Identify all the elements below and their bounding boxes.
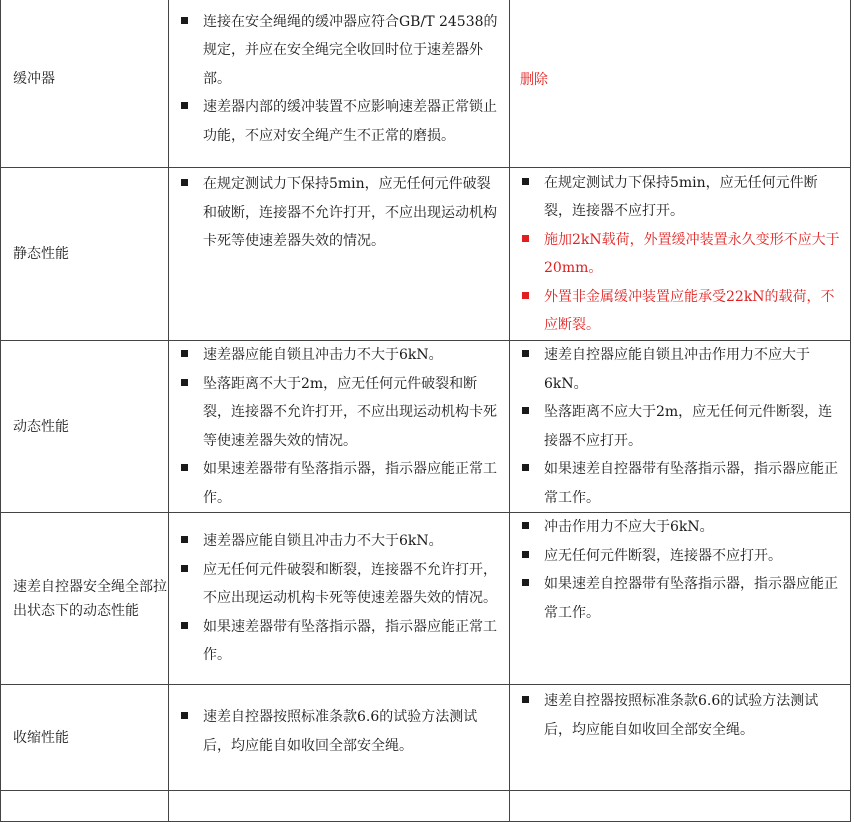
- list-item: 速差器应能自锁且冲击力不大于6kN。: [179, 527, 503, 556]
- list-item-added: 施加2kN载荷，外置缓冲装置永久变形不应大于20mm。: [520, 226, 842, 283]
- requirement-list: [520, 687, 842, 744]
- empty-cell: [510, 791, 851, 822]
- requirement-list: [179, 8, 503, 151]
- table-row: [1, 168, 851, 341]
- row-category-label: 静态性能: [13, 246, 69, 262]
- list-item: 如果速差器带有坠落指示器，指示器应能正常工作。: [179, 455, 503, 512]
- row-category-cell: [1, 168, 169, 341]
- list-item: 在规定测试力下保持5min，应无任何元件断裂，连接器不应打开。: [520, 169, 842, 226]
- original-requirement-cell: [169, 0, 510, 168]
- requirement-list: [179, 703, 503, 760]
- list-item: 速差自控器按照标准条款6.6的试验方法测试后，均应能自如收回全部安全绳。: [179, 703, 503, 760]
- list-item: 坠落距离不应大于2m，应无任何元件断裂，连接器不应打开。: [520, 398, 842, 455]
- list-item: 应无任何元件破裂和断裂，连接器不允许打开，不应出现运动机构卡死等使速差器失效的情况。: [179, 556, 503, 613]
- table-row: [1, 341, 851, 513]
- table-row: [1, 685, 851, 791]
- row-category-label: 缓冲器: [13, 71, 55, 87]
- list-item: 速差器内部的缓冲装置不应影响速差器正常锁止功能，不应对安全绳产生不正常的磨损。: [179, 93, 503, 150]
- list-item-added: 外置非金属缓冲装置应能承受22kN的载荷，不应断裂。: [520, 283, 842, 340]
- empty-cell: [169, 791, 510, 822]
- row-category-cell: [1, 341, 169, 513]
- list-item: 连接在安全绳绳的缓冲器应符合GB/T 24538的规定，并应在安全绳完全收回时位于速差器外部。: [179, 8, 503, 94]
- revised-requirement-cell: [510, 513, 851, 685]
- empty-cell: [1, 791, 169, 822]
- list-item: 如果速差自控器带有坠落指示器，指示器应能正常工作。: [520, 570, 842, 627]
- revised-requirement-cell: [510, 685, 851, 791]
- revised-requirement-cell: [510, 168, 851, 341]
- row-category-cell: [1, 685, 169, 791]
- list-item: 如果速差器带有坠落指示器，指示器应能正常工作。: [179, 613, 503, 670]
- revised-requirement-cell: [510, 341, 851, 513]
- table-row: [1, 791, 851, 822]
- requirement-list: [179, 527, 503, 670]
- revised-requirement-cell: [510, 0, 851, 168]
- row-category-label: 速差自控器安全绳全部拉出状态下的动态性能: [13, 578, 167, 619]
- requirement-list: [520, 341, 842, 512]
- row-category-cell: [1, 0, 169, 168]
- requirement-list: [520, 513, 842, 627]
- original-requirement-cell: [169, 168, 510, 341]
- list-item: 应无任何元件断裂，连接器不应打开。: [520, 542, 842, 571]
- row-category-label: 收缩性能: [13, 729, 69, 746]
- requirement-list: [179, 341, 503, 512]
- list-item: 坠落距离不大于2m，应无任何元件破裂和断裂，连接器不允许打开，不应出现运动机构卡死等使速差器失效的情况。: [179, 370, 503, 456]
- table-row: [1, 0, 851, 168]
- deleted-note: 删除: [520, 72, 548, 88]
- requirement-list: [520, 169, 842, 340]
- list-item: 冲击作用力不应大于6kN。: [520, 513, 842, 542]
- row-category-label: 动态性能: [13, 418, 69, 435]
- list-item: 在规定测试力下保持5min，应无任何元件破裂和破断，连接器不允许打开，不应出现运动机构卡死等使速差器失效的情况。: [179, 170, 503, 256]
- list-item: 速差器应能自锁且冲击力不大于6kN。: [179, 341, 503, 370]
- list-item: 如果速差自控器带有坠落指示器，指示器应能正常工作。: [520, 455, 842, 512]
- original-requirement-cell: [169, 685, 510, 791]
- row-category-cell: [1, 513, 169, 685]
- list-item: 速差自控器应能自锁且冲击作用力不应大于6kN。: [520, 341, 842, 398]
- table-row: [1, 513, 851, 685]
- list-item: 速差自控器按照标准条款6.6的试验方法测试后，均应能自如收回全部安全绳。: [520, 687, 842, 744]
- requirement-list: [179, 170, 503, 256]
- original-requirement-cell: [169, 513, 510, 685]
- original-requirement-cell: [169, 341, 510, 513]
